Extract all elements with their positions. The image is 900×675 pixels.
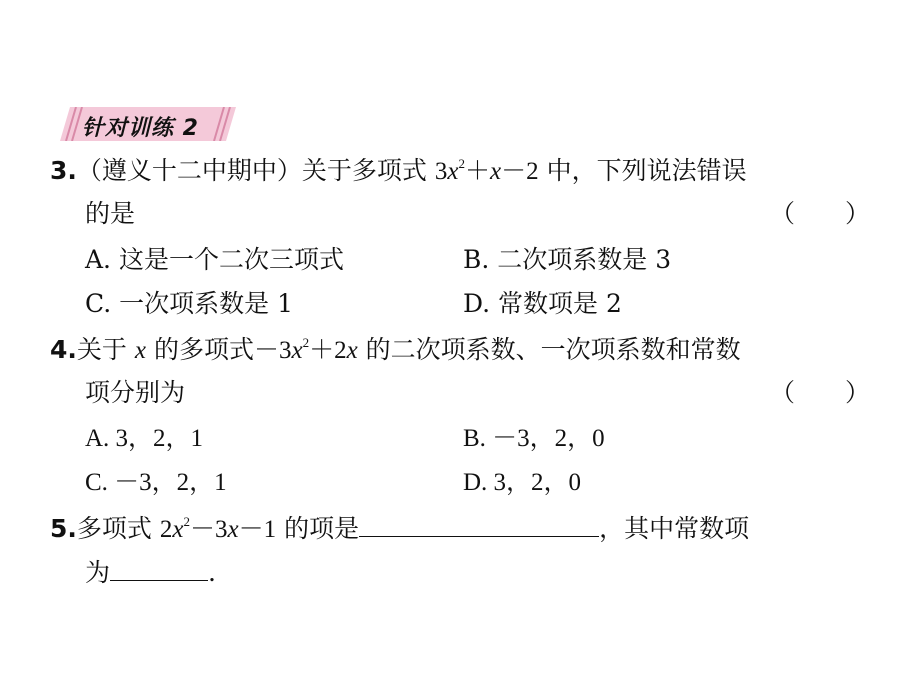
q5-line2 xyxy=(85,556,216,588)
q5-line1 xyxy=(50,512,749,548)
q4-stem-d: 项分别为 xyxy=(85,378,186,407)
q4-stem-b: 的多项式 xyxy=(153,335,254,364)
q3-line1 xyxy=(50,156,747,190)
q3-option-d: D. 常数项是 2 xyxy=(463,289,622,318)
q4-variable: x xyxy=(134,337,146,364)
q3-polynomial: $3x^2+x-2$ xyxy=(434,156,539,185)
q4-stem-a: 关于 xyxy=(76,335,127,364)
q3-source: （遵义十二中期中） xyxy=(76,156,302,185)
q5-stem-e: . xyxy=(208,558,216,587)
q3-option-b: B. 二次项系数是 3 xyxy=(463,245,672,274)
q5-constant-blank[interactable] xyxy=(110,556,208,581)
section-banner xyxy=(60,107,236,141)
q5-number: 5. xyxy=(50,514,77,543)
q5-stem-a: 多项式 xyxy=(76,514,152,543)
q3-answer-paren: （ ） xyxy=(770,199,871,228)
q4-option-b: B. －3，2，0 xyxy=(463,425,605,452)
q4-polynomial: $-3x^2+2x$ xyxy=(253,335,358,364)
q3-option-a: A. 这是一个二次三项式 xyxy=(85,245,344,274)
q3-option-c: C. 一次项系数是 1 xyxy=(85,289,293,318)
q4-line1 xyxy=(50,335,741,369)
q5-polynomial: $2x^2-3x-1$ xyxy=(159,514,277,543)
q5-stem-d: 为 xyxy=(85,558,111,587)
q3-stem-c: 的是 xyxy=(85,199,136,228)
q5-stem-c: ，其中常数项 xyxy=(599,514,750,543)
q4-option-c: C. －3，2，1 xyxy=(85,469,227,496)
q4-option-a: A. 3，2，1 xyxy=(85,425,204,452)
q3-number: 3. xyxy=(50,156,77,185)
q4-number: 4. xyxy=(50,335,77,364)
q5-terms-blank[interactable] xyxy=(359,512,599,537)
q3-stem-b: 中，下列说法错误 xyxy=(546,156,747,185)
q3-stem-a: 关于多项式 xyxy=(301,156,427,185)
q5-stem-b: 的项是 xyxy=(284,514,360,543)
q4-option-d: D. 3，2，0 xyxy=(463,469,582,496)
q4-answer-paren: （ ） xyxy=(770,378,871,407)
q4-stem-c: 的二次项系数、一次项系数和常数 xyxy=(365,335,741,364)
section-title: 针对训练 2 xyxy=(82,116,199,141)
